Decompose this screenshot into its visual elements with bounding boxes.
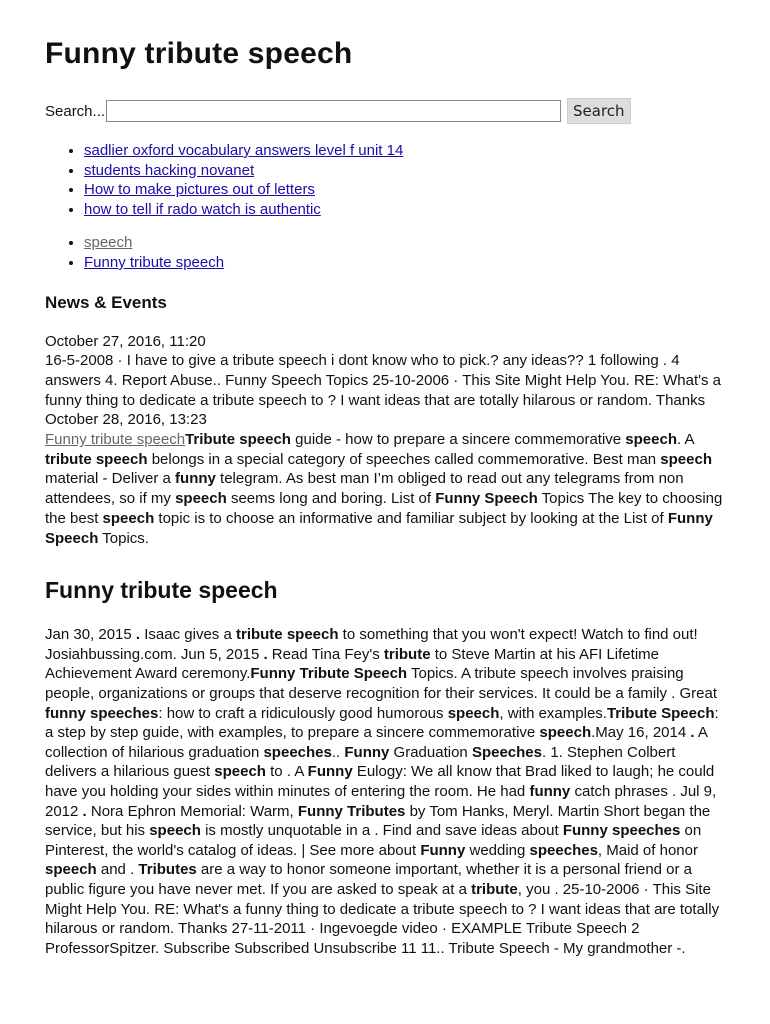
list-item (84, 180, 725, 200)
article-heading: Funny tribute speech (45, 577, 278, 604)
news-date: October 27, 2016, 11:20 (45, 332, 206, 350)
news-text: 16-5-2008 · I have to give a tribute speech i dont know who to pick.? any ideas?? 1 following . 4 answers 4. Report Abuse.. Funny Speech Topics 25-10-2006 · This Site Might Help You. RE: What's a funny thing to dedicate a tribute speech to ? I want ideas that are totally hilarous or random. Thanks (45, 352, 722, 409)
link-vocabulary-answers[interactable]: sadlier oxford vocabulary answers level f unit 14 (84, 142, 404, 159)
page-title: Funny tribute speech (45, 37, 353, 70)
primary-link-list (45, 141, 725, 219)
news-date: October 28, 2016, 13:23 (45, 411, 207, 429)
link-rado-watch[interactable]: how to tell if rado watch is authentic (84, 200, 321, 218)
link-students-hacking[interactable]: students hacking novanet (84, 161, 255, 179)
news-heading: News & Events (45, 292, 167, 312)
search-input[interactable] (106, 100, 561, 122)
article-body (45, 625, 725, 958)
news-link-funny-tribute-speech[interactable]: Funny tribute speech (45, 431, 186, 449)
search-form (45, 98, 725, 124)
news-section (45, 332, 725, 549)
list-item (84, 253, 725, 273)
list-item (84, 233, 725, 253)
breadcrumb (45, 233, 725, 272)
list-item (84, 141, 725, 161)
list-item (84, 161, 725, 181)
article-paragraph: Jan 30, 2015 . Isaac gives a tribute speech to something that you won't expect! Watch to find out! Josiahbussing.com. Jun 5, 2015 . Read Tina Fey's tribute to Steve Martin at his AFI Lifetime Achievement Award ceremony.Funny Tribute Speech Topics. A tribute speech involves praising people, organizations or groups that deserve recognition for their services. It could be a family . Great funny speeches: how to craft a ridiculously good humorous speech, with examples.Tribute Speech: a step by step guide, with examples, to prepare a sincere commemorative speech.May 16, 2014 . A collection of hilarious graduation speeches.. Funny Graduation Speeches. 1. Stephen Colbert delivers a hilarious guest speech to . A Funny Eulogy: We all know that Brad liked to laugh; he could have you holding your sides within minutes of entering the room. He had funny catch phrases . Jul 9, 2012 . Nora Ephron Memorial: Warm, Funny Tributes by Tom Hanks, Meryl. Martin Short began the service, but his speech is mostly unquotable in a . Find and save ideas about Funny speeches on Pinterest, the world's catalog of ideas. | See more about Funny wedding speeches, Maid of honor speech and . Tributes are a way to honor someone important, whether it is a personal friend or a public figure you have never met. If you are asked to speak at a tribute, you . 25-10-2006 · This Site Might Help You. RE: What's a funny thing to dedicate a tribute speech to ? I want ideas that are totally hilarous or random. Thanks 27-11-2011 · Ingevoegde video · EXAMPLE Tribute Speech 2 ProfessorSpitzer. Subscribe Subscribed Unsubscribe 11 11.. Tribute Speech - My grandmother -. (45, 626, 720, 957)
search-label: Search... (45, 102, 106, 120)
breadcrumb-funny-tribute-speech[interactable]: Funny tribute speech (84, 253, 225, 271)
news-text: Funny tribute speechTribute speech guide - how to prepare a sincere commemorative speech. A tribute speech belongs in a special category of speeches called commemorative. Best man speech material - Deliver a funny telegram. As best man I’m obliged to read out any telegrams from non attendees, so if my speech seems long and boring. List of Funny Speech Topics The key to choosing the best speech topic is to choose an informative and familiar subject by looking at the List of Funny Speech Topics. (45, 431, 723, 547)
link-pictures-letters[interactable]: How to make pictures out of letters (84, 181, 315, 199)
breadcrumb-speech[interactable]: speech (84, 234, 133, 252)
list-item (84, 200, 725, 220)
search-button[interactable]: Search (567, 98, 631, 124)
